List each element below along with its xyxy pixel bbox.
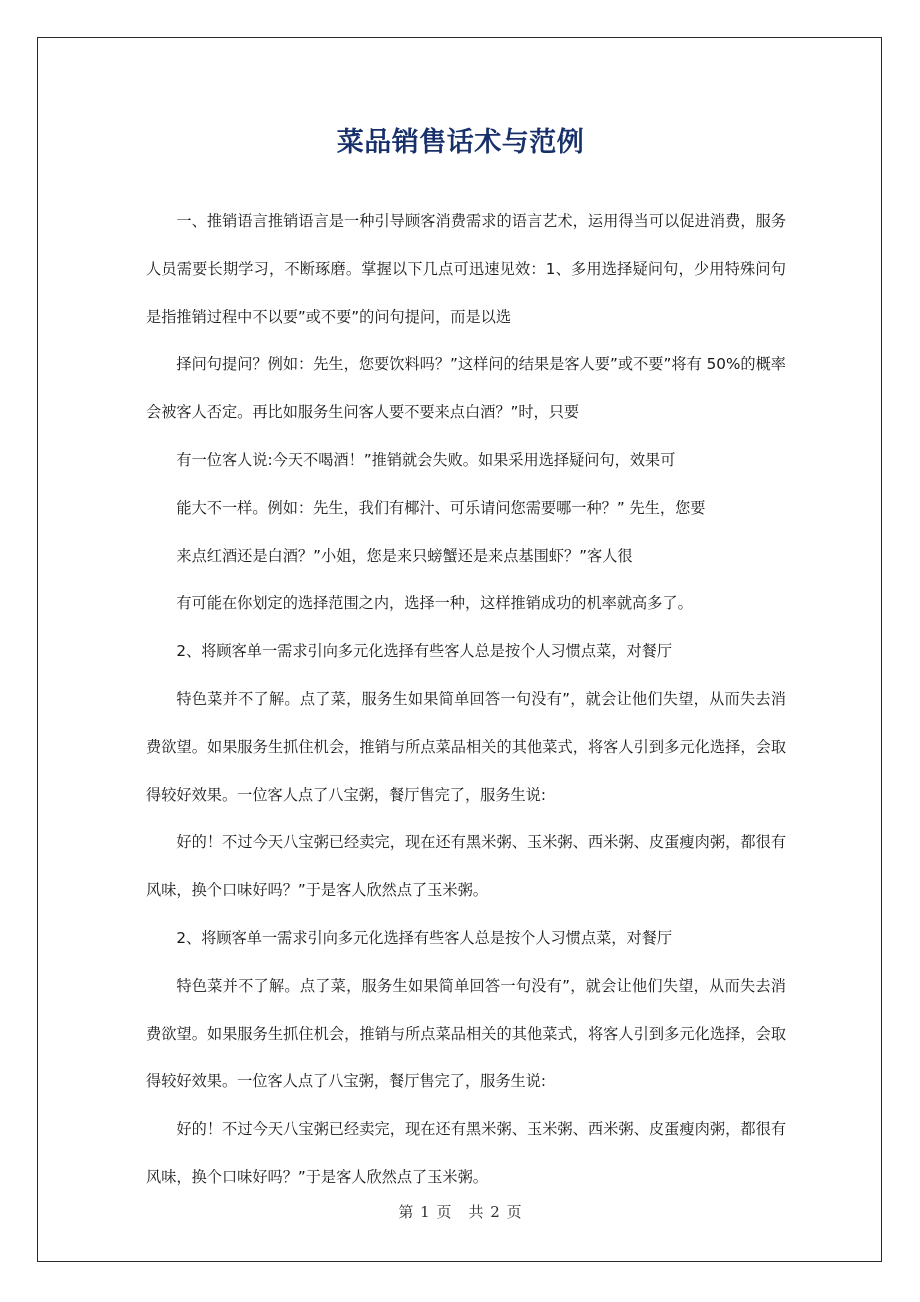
body-paragraph: 有一位客人说:今天不喝酒！”推销就会失败。如果采用选择疑问句，效果可	[176, 450, 676, 469]
body-paragraph: 特色菜并不了解。点了菜，服务生如果简单回答一句没有”，就会让他们失望，从而失去消费欲望。如果服务生抓住机会，推销与所点菜品相关的其他菜式，将客人引到多元化选择，会取得较好效果。一位客人点了八宝粥，餐厅售完了，服务生说:	[146, 976, 786, 1091]
body-paragraph: 来点红酒还是白酒？”小姐，您是来只螃蟹还是来点基围虾？”客人很	[176, 546, 633, 565]
page-footer: 第 1 页 共 2 页	[398, 1203, 523, 1221]
body-paragraph: 能大不一样。例如：先生，我们有椰汁、可乐请问您需要哪一种？” 先生，您要	[176, 498, 706, 517]
body-paragraph: 有可能在你划定的选择范围之内，选择一种，这样推销成功的机率就高多了。	[176, 594, 693, 613]
document-body	[146, 198, 786, 1202]
document-page	[37, 37, 882, 1262]
body-paragraph: 特色菜并不了解。点了菜，服务生如果简单回答一句没有”，就会让他们失望，从而失去消费欲望。如果服务生抓住机会，推销与所点菜品相关的其他菜式，将客人引到多元化选择，会取得较好效果。一位客人点了八宝粥，餐厅售完了，服务生说:	[146, 689, 786, 804]
body-paragraph: 2、将顾客单一需求引向多元化选择有些客人总是按个人习惯点菜，对餐厅	[176, 928, 673, 947]
body-paragraph: 2、将顾客单一需求引向多元化选择有些客人总是按个人习惯点菜，对餐厅	[176, 642, 673, 661]
body-paragraph: 一、推销语言推销语言是一种引导顾客消费需求的语言艺术，运用得当可以促进消费，服务人员需要长期学习，不断琢磨。掌握以下几点可迅速见效：1、多用选择疑问句，少用特殊问句是指推销过程中不以要”或不要”的问句提问，而是以选	[146, 212, 786, 326]
body-paragraph: 好的！不过今天八宝粥已经卖完，现在还有黑米粥、玉米粥、西米粥、皮蛋瘦肉粥，都很有风味，换个口味好吗？”于是客人欣然点了玉米粥。	[146, 1120, 786, 1186]
body-paragraph: 好的！不过今天八宝粥已经卖完，现在还有黑米粥、玉米粥、西米粥、皮蛋瘦肉粥，都很有风味，换个口味好吗？”于是客人欣然点了玉米粥。	[146, 833, 786, 900]
page-title: 菜品销售话术与范例	[336, 127, 585, 158]
body-paragraph: 择问句提问？例如：先生，您要饮料吗？”这样问的结果是客人要”或不要”将有 50%的概率会被客人否定。再比如服务生问客人要不要来点白酒？”时，只要	[146, 355, 786, 422]
